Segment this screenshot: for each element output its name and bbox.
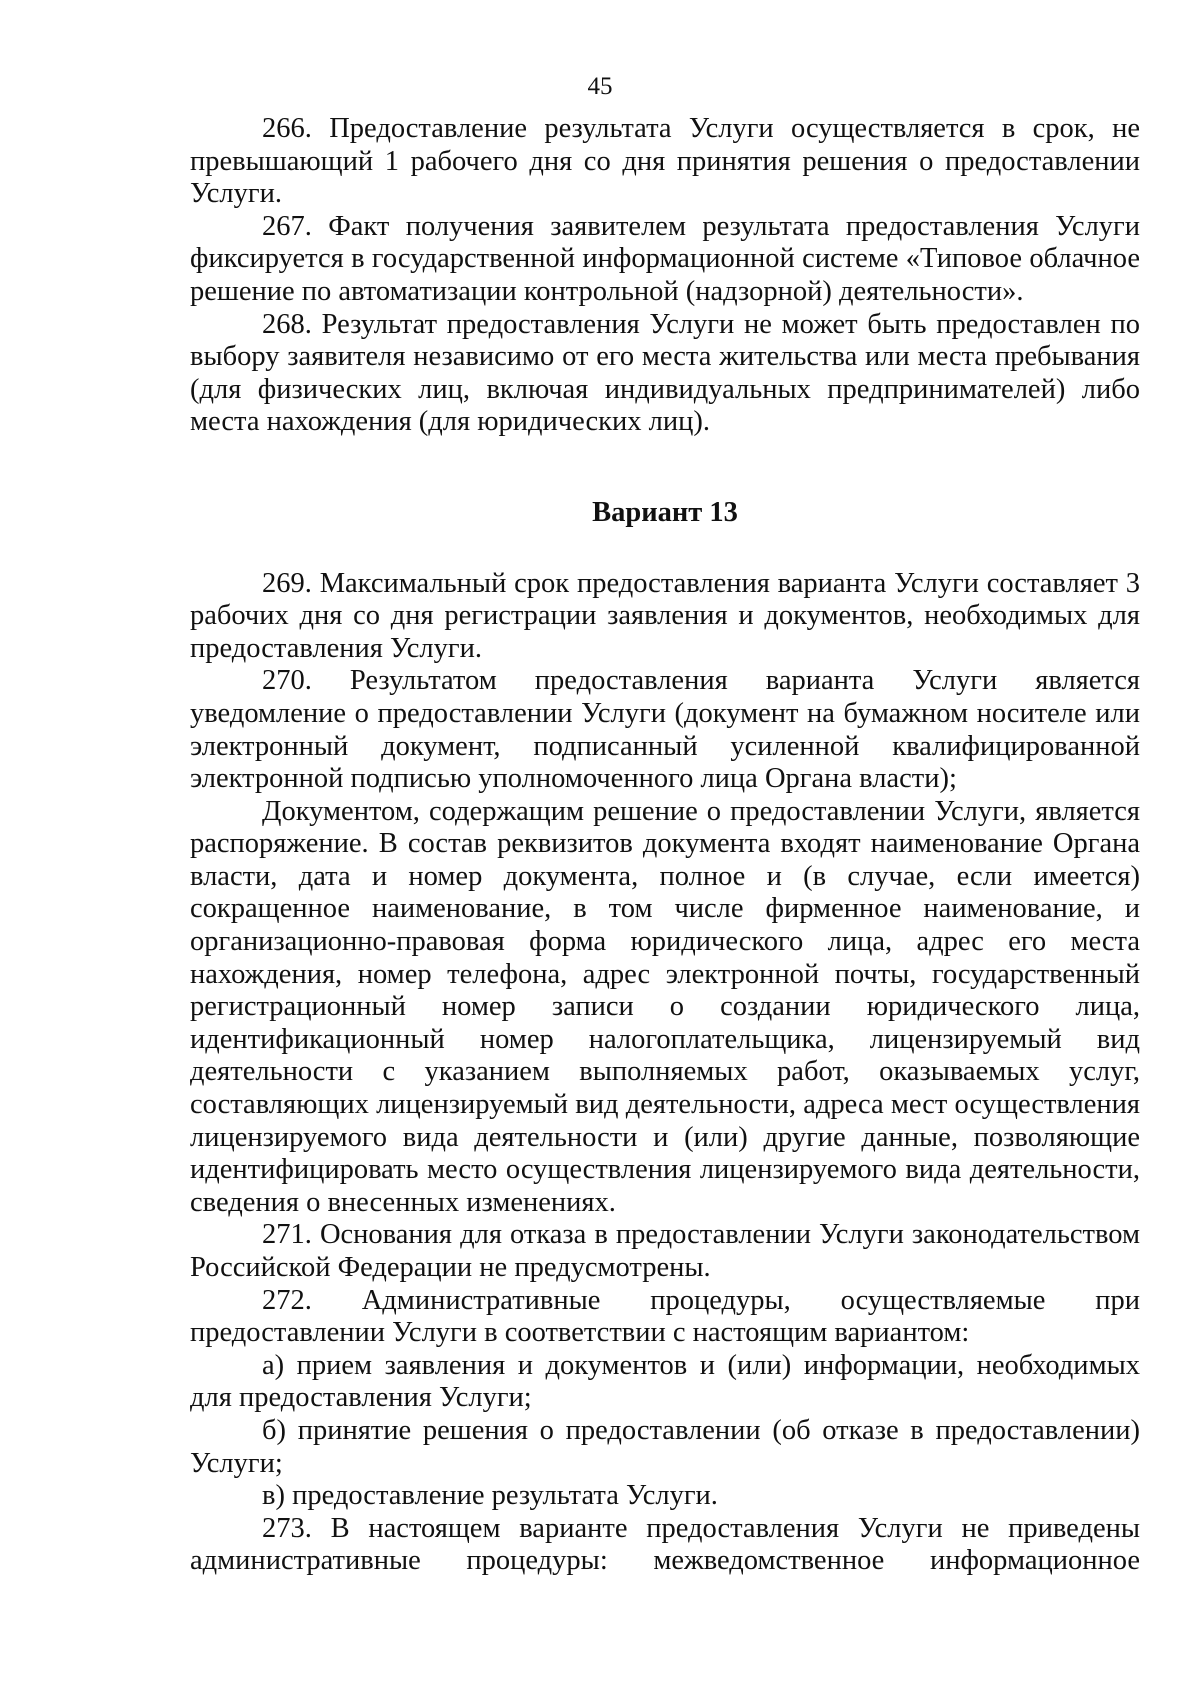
paragraph-272: 272. Административные процедуры, осуществляемые при предоставлении Услуги в соответствии с настоящим вариантом: <box>190 1284 1140 1349</box>
paragraph-271: 271. Основания для отказа в предоставлении Услуги законодательством Российской Федерации не предусмотрены. <box>190 1219 1140 1283</box>
paragraph-268: 268. Результат предоставления Услуги не может быть предоставлен по выбору заявителя независимо от его места жительства или места пребывания (для физических лиц, включая индивидуальных предпринимателей) либо места нахождения (для юридических лиц). <box>190 308 1140 438</box>
paragraph-decision-document: Документом, содержащим решение о предоставлении Услуги, является распоряжение. В состав реквизитов документа входят наименование Органа власти, дата и номер документа, полное и (в случае, если имеется) сокращенное наименование, в том числе фирменное наименование, и организационно-правовая форма юридического лица, адрес его места нахождения, номер телефона, адрес электронной почты, государственный регистрационный номер записи о создании юридического лица, идентификационный номер налогоплательщика, лицензируемый вид деятельности с указанием выполняемых работ, оказываемых услуг, составляющих лицензируемый вид деятельности, адреса мест осуществления лицензируемого вида деятельности и (или) другие данные, позволяющие идентифицировать место осуществления лицензируемого вида деятельности, сведения о внесенных изменениях. <box>190 795 1140 1218</box>
spacer <box>190 439 1140 497</box>
list-item-b: б) принятие решения о предоставлении (об отказе в предоставлении) Услуги; <box>190 1414 1140 1479</box>
paragraph-269: 269. Максимальный срок предоставления варианта Услуги составляет 3 рабочих дня со дня регистрации заявления и документов, необходимых для предоставления Услуги. <box>190 567 1140 664</box>
document-body <box>190 113 1140 1578</box>
page-number: 45 <box>587 73 613 100</box>
section-heading: Вариант 13 <box>592 496 738 528</box>
paragraph-273: 273. В настоящем варианте предоставления Услуги не приведены административные процедуры: межведомственное информационное <box>190 1512 1140 1577</box>
list-item-v: в) предоставление результата Услуги. <box>262 1480 718 1512</box>
paragraph-266: 266. Предоставление результата Услуги осуществляется в срок, не превышающий 1 рабочего дня со дня принятия решения о предоставлении Услуги. <box>190 113 1140 210</box>
paragraph-267: 267. Факт получения заявителем результата предоставления Услуги фиксируется в государственной информационной системе «Типовое облачное решение по автоматизации контрольной (надзорной) деятельности». <box>190 210 1140 307</box>
paragraph-270: 270. Результатом предоставления варианта Услуги является уведомление о предоставлении Услуги (документ на бумажном носителе или электронный документ, подписанный усиленной квалифицированной электронной подписью уполномоченного лица Органа власти); <box>190 665 1140 795</box>
spacer <box>190 530 1140 568</box>
list-item-a: а) прием заявления и документов и (или) информации, необходимых для предоставления Услуги; <box>190 1349 1140 1414</box>
